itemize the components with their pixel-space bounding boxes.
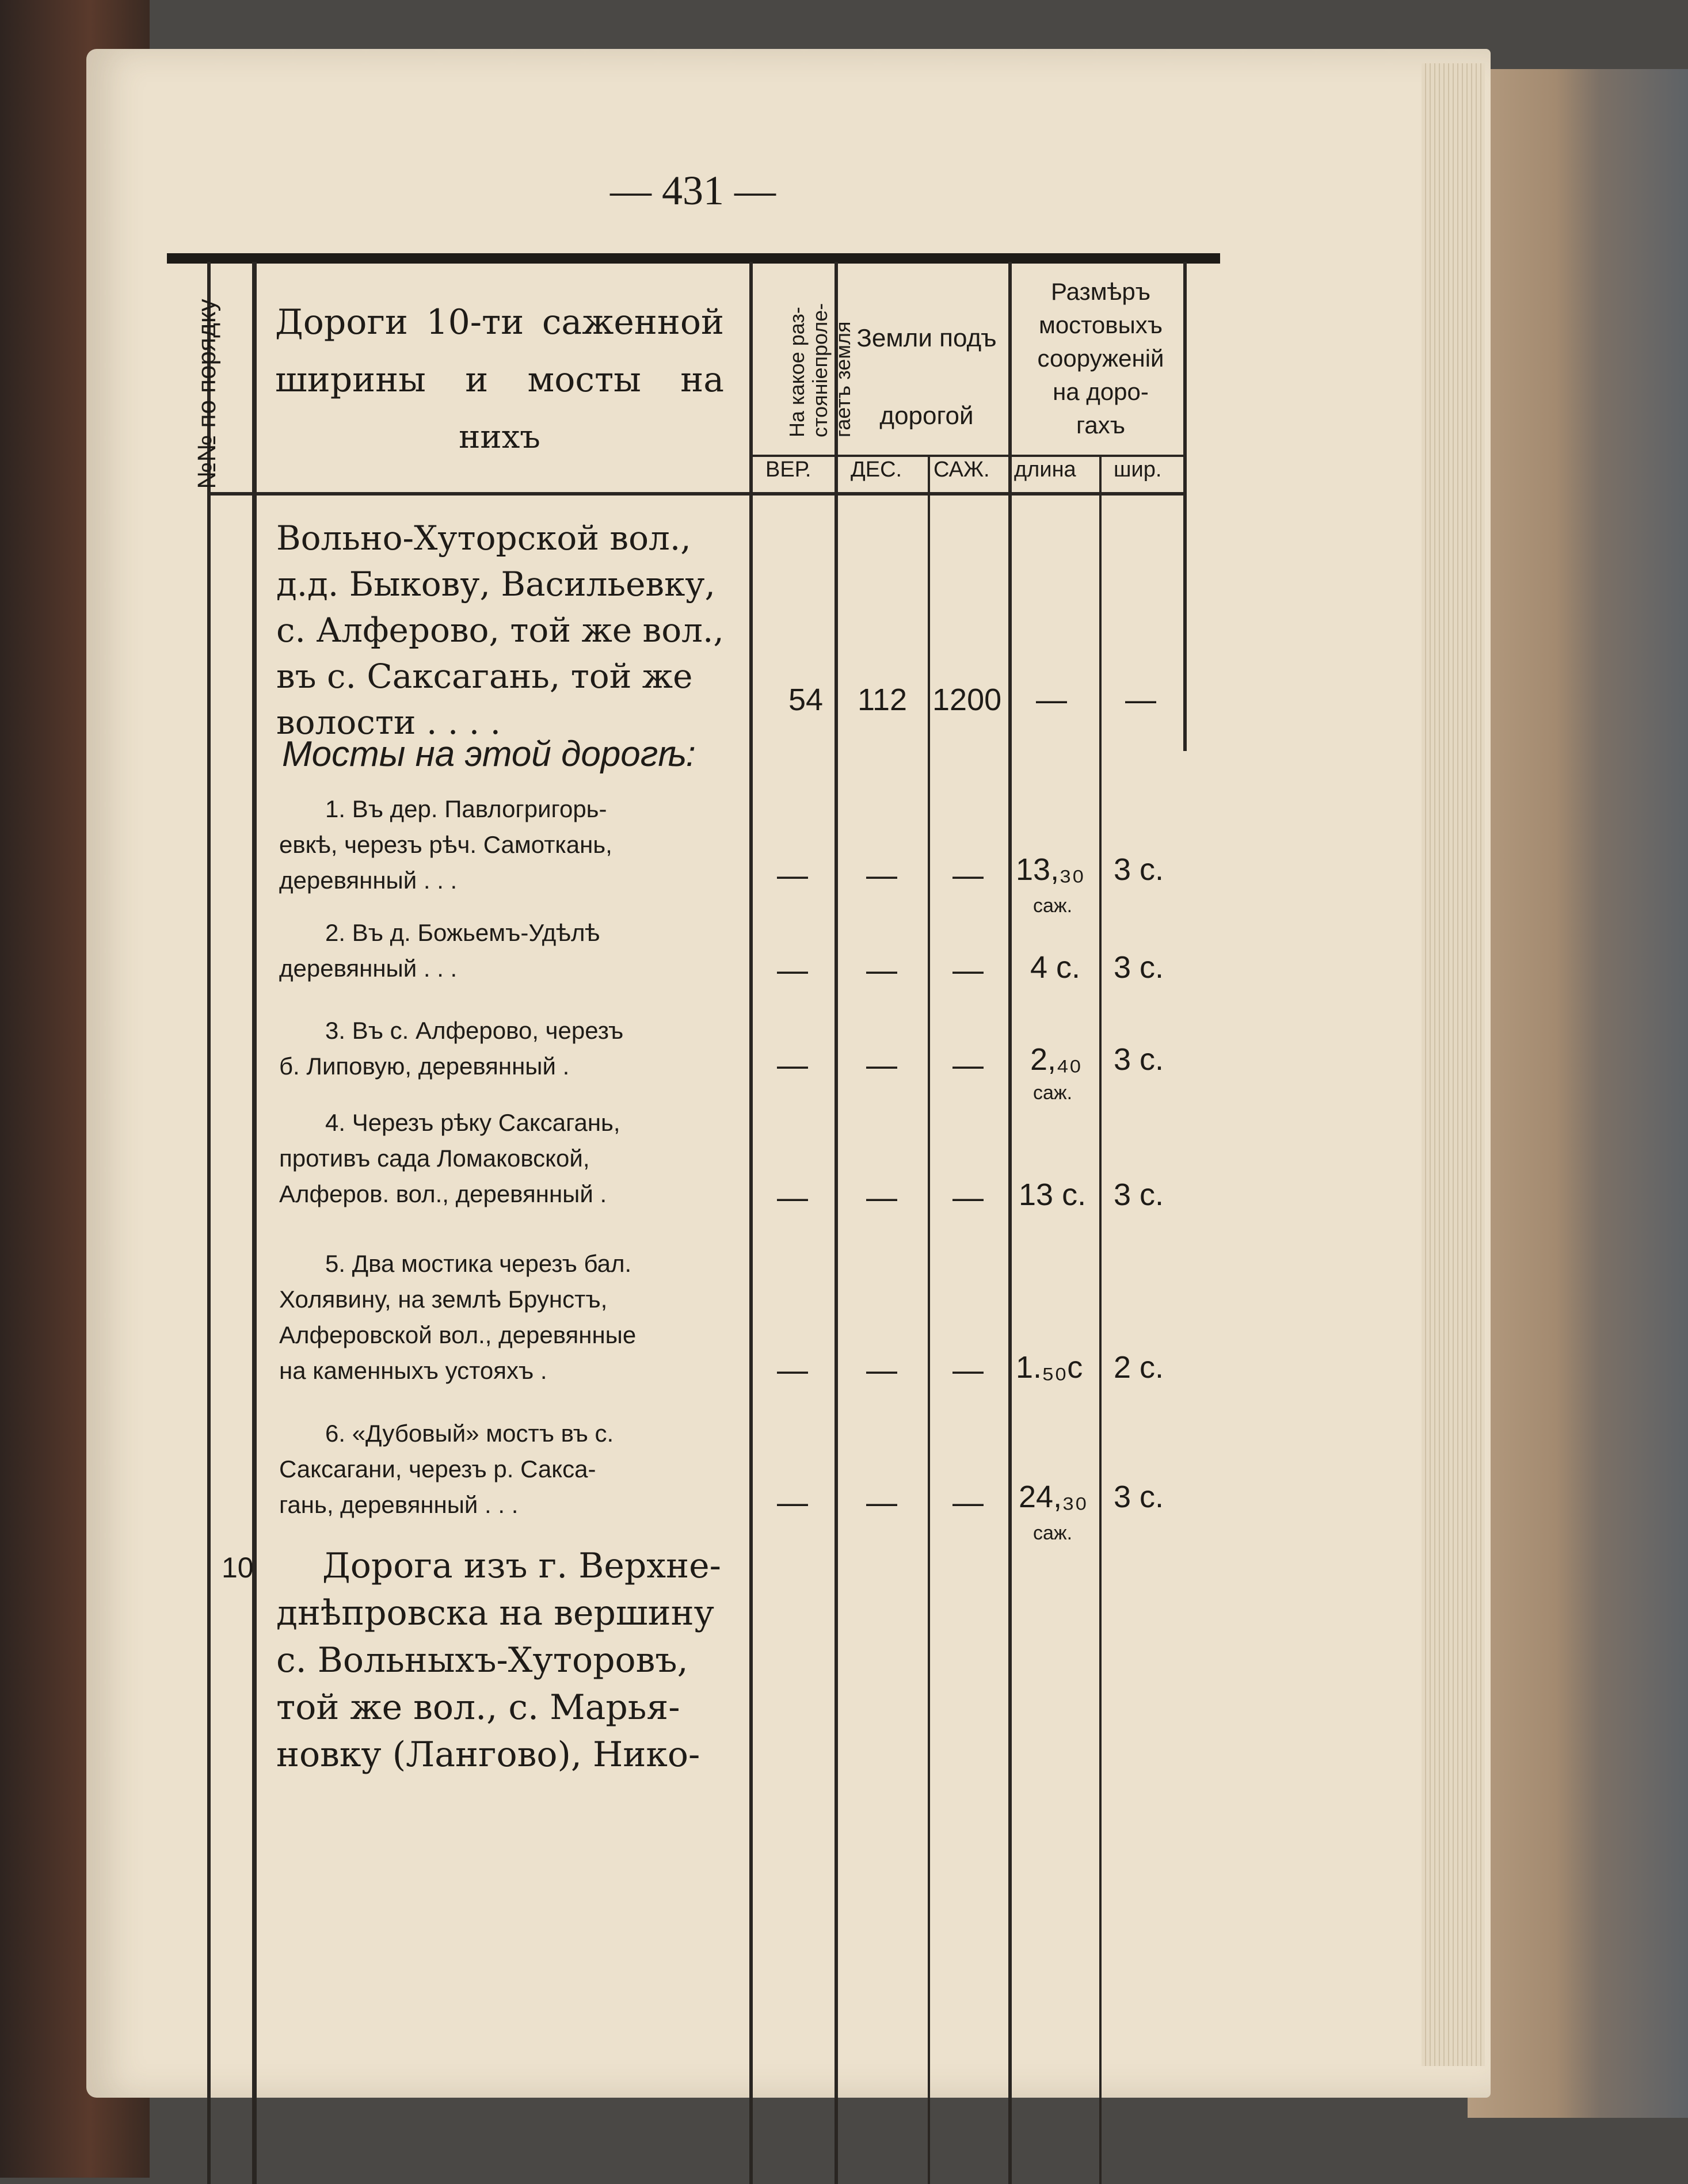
bridge-5-des: — bbox=[866, 1353, 897, 1388]
road-description: Вольно-Хуторской вол., д.д. Быкову, Васильевку, с. Алферово, той же вол., въ с. Саксагань, той же волости . . . . bbox=[276, 519, 724, 742]
bridge-1-length: 13,₃₀ bbox=[1016, 852, 1085, 887]
bridge-6-ver: — bbox=[777, 1485, 808, 1520]
bridge-4-sazh: — bbox=[952, 1180, 984, 1215]
header-bottom-rule bbox=[207, 492, 1186, 496]
sub-header-width: шир. bbox=[1114, 458, 1162, 482]
title-header: Дороги 10-ти саженной ширины и мосты на нихъ bbox=[275, 302, 724, 456]
column-divider bbox=[749, 262, 753, 2184]
bridge-6-length-unit: саж. bbox=[1033, 1522, 1073, 1544]
bridge-3-des: — bbox=[866, 1048, 897, 1083]
page-number: — 431 — bbox=[610, 167, 776, 214]
bridge-2-ver: — bbox=[777, 953, 808, 988]
bridge-5-length: 1.₅₀с bbox=[1016, 1350, 1083, 1385]
row-10-number: 10 bbox=[222, 1552, 254, 1584]
bridge-2-text: 2. Въ д. Божьемъ-Удѣлѣ деревянный . . . bbox=[279, 919, 600, 982]
bridge-3-text: 3. Въ с. Алферово, черезъ б. Липовую, деревянный . bbox=[279, 1017, 624, 1080]
bridge-6-des: — bbox=[866, 1485, 897, 1520]
bridge-1-text: 1. Въ дер. Павлогригорь- евкѣ, черезъ рѣч. Самоткань, деревянный . . . bbox=[279, 795, 612, 894]
bridge-1-sazh: — bbox=[952, 858, 984, 893]
bridge-5-width: 2 с. bbox=[1114, 1350, 1164, 1385]
bridge-4-ver: — bbox=[777, 1180, 808, 1215]
bridge-3-width: 3 с. bbox=[1114, 1042, 1164, 1077]
row-10-text: Дорога изъ г. Верхне- днѣпровска на вершину с. Вольныхъ-Хуторовъ, той же вол., с. Марья- новку (Лангово), Нико- bbox=[276, 1546, 721, 1775]
table-left-border bbox=[207, 262, 211, 2184]
bridge-6-width: 3 с. bbox=[1114, 1480, 1164, 1514]
bridge-3-sazh: — bbox=[952, 1048, 984, 1083]
page-edges bbox=[1422, 63, 1485, 2066]
column-divider bbox=[1008, 262, 1012, 2184]
table-top-rule bbox=[167, 253, 1220, 264]
bridge-2-length: 4 с. bbox=[1030, 950, 1081, 985]
road-width-value: — bbox=[1125, 683, 1156, 717]
bridge-5-ver: — bbox=[777, 1353, 808, 1388]
bridge-3-length-unit: саж. bbox=[1033, 1082, 1073, 1104]
bridge-1-width: 3 с. bbox=[1114, 852, 1164, 887]
bridge-3-ver: — bbox=[777, 1048, 808, 1083]
sub-header-des: ДЕС. bbox=[851, 458, 902, 482]
column-divider bbox=[1099, 455, 1102, 2184]
bridge-1-des: — bbox=[866, 858, 897, 893]
bridge-4-text: 4. Черезъ рѣку Саксагань, противъ сада Ломаковской, Алферов. вол., деревянный . bbox=[279, 1109, 620, 1207]
column-divider bbox=[252, 262, 257, 2184]
bridge-4-length: 13 с. bbox=[1019, 1177, 1087, 1212]
road-length-value: — bbox=[1036, 683, 1067, 717]
bridge-1-length-unit: саж. bbox=[1033, 895, 1073, 917]
bridge-5-sazh: — bbox=[952, 1353, 984, 1388]
bridge-6-length: 24,₃₀ bbox=[1019, 1480, 1088, 1514]
bridge-5-text: 5. Два мостика черезъ бал. Холявину, на землѣ Брунстъ, Алферовской вол., деревянные на каменныхъ устояхъ . bbox=[279, 1250, 637, 1384]
header-subrule bbox=[749, 455, 1187, 457]
road-ver-value: 54 bbox=[788, 683, 824, 717]
book-cover-right bbox=[1468, 69, 1688, 2118]
bridge-4-width: 3 с. bbox=[1114, 1177, 1164, 1212]
bridge-2-sazh: — bbox=[952, 953, 984, 988]
road-sazh-value: 1200 bbox=[932, 683, 1002, 717]
bridge-6-sazh: — bbox=[952, 1485, 984, 1520]
bridges-heading: Мосты на этой дорогѣ: bbox=[282, 734, 696, 774]
road-des-value: 112 bbox=[858, 683, 908, 717]
bridge-2-des: — bbox=[866, 953, 897, 988]
land-header: Земли подъ дорогой bbox=[856, 324, 997, 430]
sub-header-ver: ВЕР. bbox=[765, 458, 811, 482]
bridge-6-text: 6. «Дубовый» мостъ въ с. Саксагани, черезъ р. Сакса- гань, деревянный . . . bbox=[279, 1420, 614, 1518]
bridge-3-length: 2,₄₀ bbox=[1030, 1042, 1082, 1077]
bridge-1-ver: — bbox=[777, 858, 808, 893]
distance-header: На какое раз- стояніепроле- гаетъ земля bbox=[785, 303, 855, 437]
sub-header-length: длина bbox=[1014, 458, 1076, 482]
bridge-2-width: 3 с. bbox=[1114, 950, 1164, 985]
column-divider bbox=[928, 455, 930, 2184]
bridge-size-header: Размѣръ мостовыхъ сооруженій на доро- гахъ bbox=[1037, 278, 1164, 439]
sub-header-sazh: САЖ. bbox=[933, 458, 990, 482]
column-divider bbox=[835, 262, 838, 2184]
bridge-4-des: — bbox=[866, 1180, 897, 1215]
